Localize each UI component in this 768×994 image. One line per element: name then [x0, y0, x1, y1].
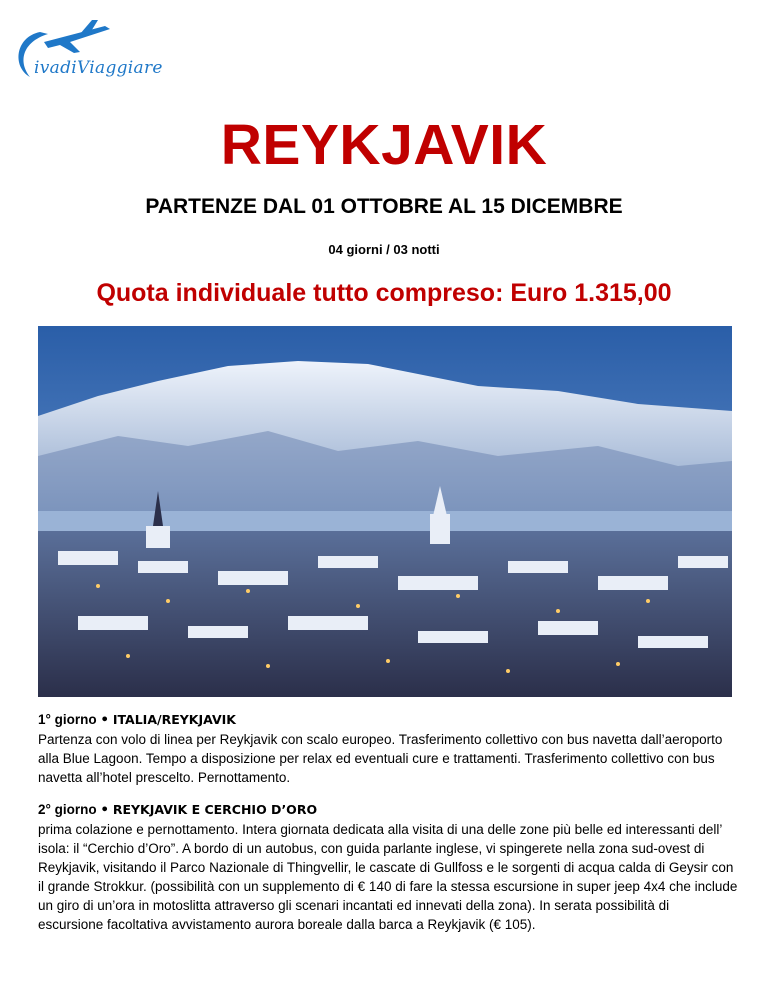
airplane-logo-icon [10, 12, 230, 92]
day-2-label: 2° giorno [38, 802, 97, 817]
bullet-icon: • [100, 802, 110, 818]
departure-dates: PARTENZE DAL 01 OTTOBRE AL 15 DICEMBRE [145, 195, 623, 218]
day-1-section [38, 710, 738, 787]
day-1-heading [38, 710, 738, 730]
day-2-heading [38, 800, 738, 820]
day-2-destination: REYKJAVIK E CERCHIO D’ORO [112, 802, 318, 817]
city-photo [38, 326, 732, 697]
day-2-text: prima colazione e pernottamento. Intera giornata dedicata alla visita di una delle zone più belle ed interessanti dell’ isola: il “Cerchio d’Oro”. A bordo di un autobus, con guida parlante inglese, vi spingerete nella zona sud-ovest di Reykjavik, visitando il Parco Nazionale di Thingvellir, le cascate di Gullfoss e le sorgenti di acqua calda di Geysir con il grande Strokkur. (possibilità con un supplemento di € 140 di fare la stessa escursione in super jeep 4x4 che include un giro di un’ora in motoslitta attraverso gli scenari incantati ed innevati della zona). In serata possibilità di escursione facoltativa avvistamento aurora boreale dalla barca a Reykjavik (€ 105). [38, 822, 738, 932]
reykjavik-panorama-image [38, 326, 732, 697]
agency-logo [10, 12, 230, 92]
day-1-label: 1° giorno [38, 712, 97, 727]
trip-duration: 04 giorni / 03 notti [328, 242, 440, 257]
page-title: REYKJAVIK [220, 113, 548, 177]
bullet-icon: • [100, 712, 110, 728]
price-line: Quota individuale tutto compreso: Euro 1.315,00 [96, 279, 672, 307]
day-1-text: Partenza con volo di linea per Reykjavik con scalo europeo. Trasferimento collettivo con bus navetta dall’aeroporto alla Blue Lagoon. Tempo a disposizione per relax ed eventuali cure e trattamenti. Trasferimento collettivo con bus navetta all’hotel prescelto. Pernottamento. [38, 732, 723, 785]
day-2-section [38, 800, 738, 934]
logo-text: ivadiViaggiare [34, 58, 163, 78]
day-1-destination: ITALIA/REYKJAVIK [112, 712, 236, 727]
